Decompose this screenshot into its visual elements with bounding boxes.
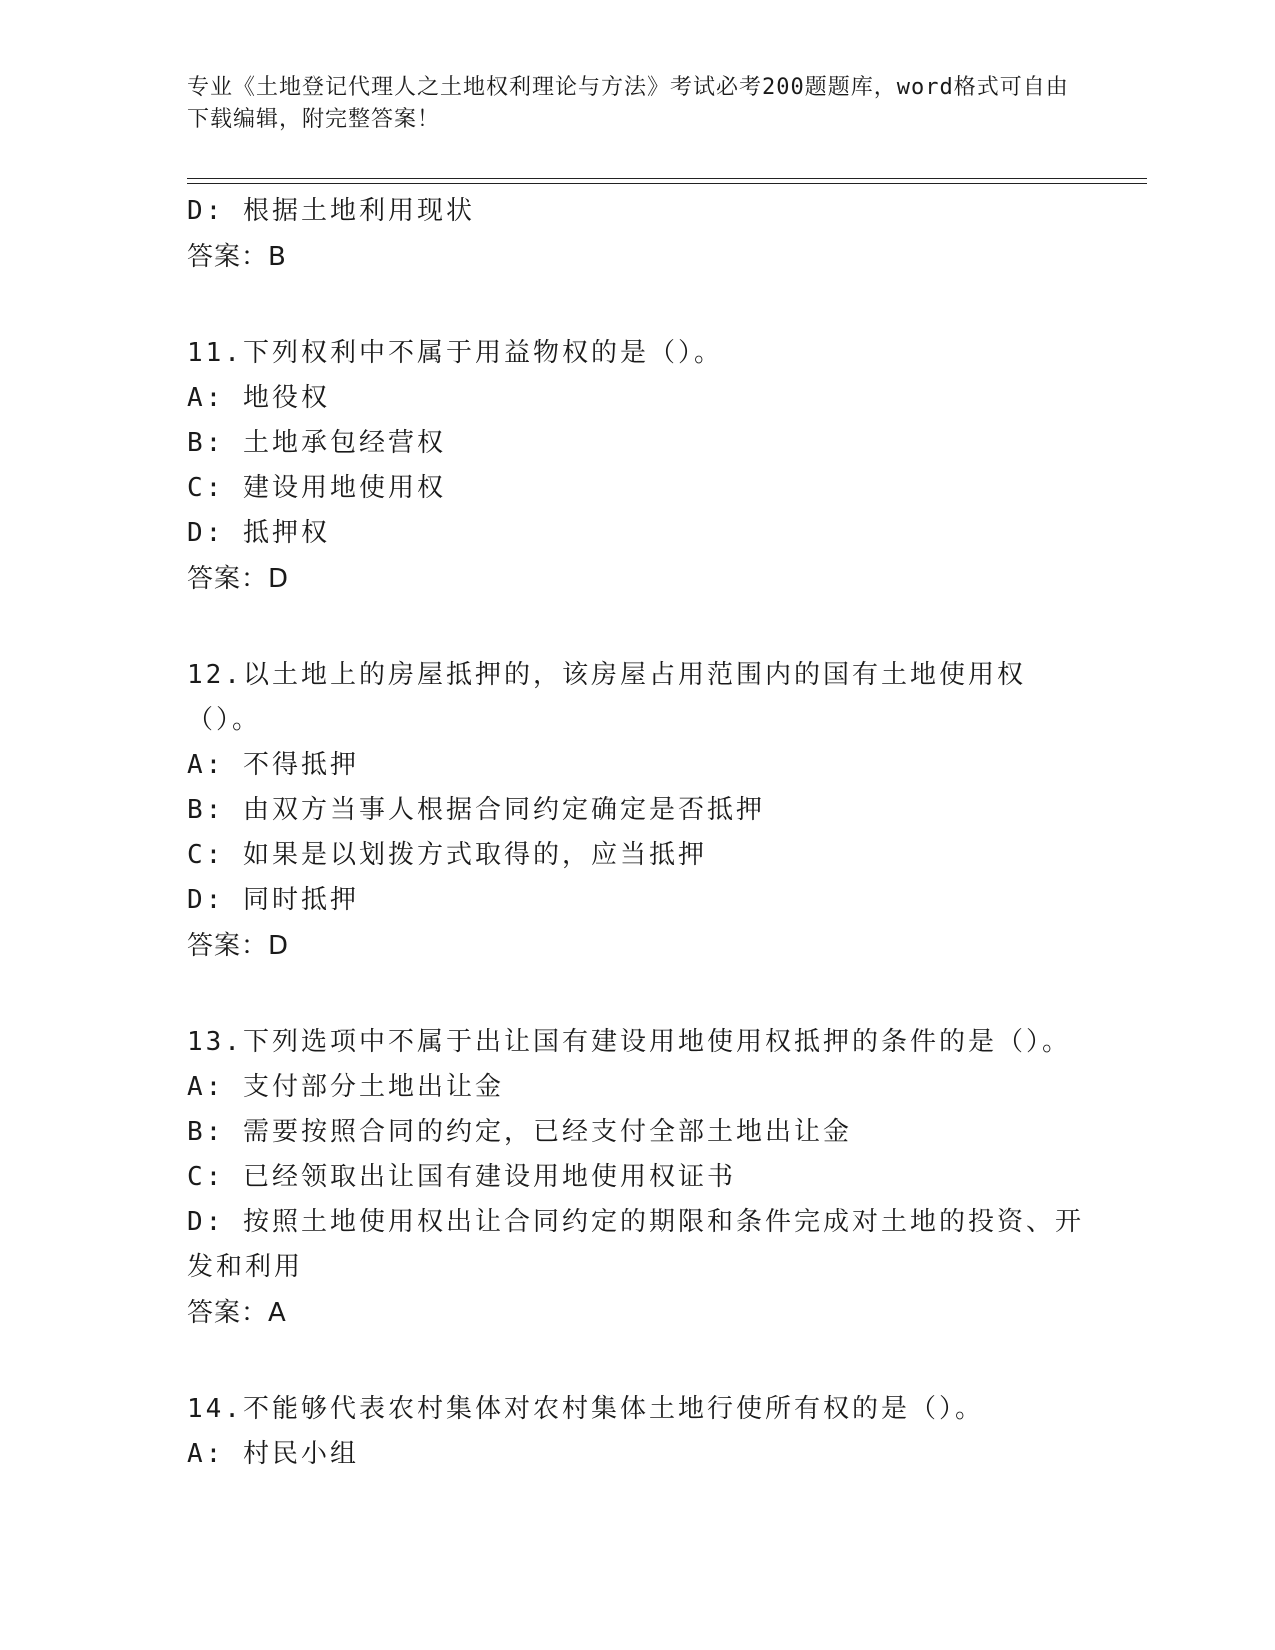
option-c: C: 建设用地使用权: [187, 473, 446, 503]
option-b: B: 土地承包经营权: [187, 428, 446, 458]
question-text: 13.下列选项中不属于出让国有建设用地使用权抵押的条件的是（）。: [187, 1027, 1071, 1057]
option-a: A: 地役权: [187, 383, 330, 413]
option-d: D: 抵押权: [187, 518, 330, 548]
question-block-14: [187, 1387, 1087, 1477]
option-b: B: 由双方当事人根据合同约定确定是否抵押: [187, 795, 765, 825]
question-text: 14.不能够代表农村集体对农村集体土地行使所有权的是（）。: [187, 1394, 984, 1424]
option-d: D: 根据土地利用现状: [187, 196, 475, 226]
question-text: 12.以土地上的房屋抵押的，该房屋占用范围内的国有土地使用权（）。: [187, 660, 1026, 735]
answer-line: 答案：D: [187, 564, 290, 594]
answer-line: 答案：B: [187, 242, 287, 272]
option-a: A: 不得抵押: [187, 750, 359, 780]
option-a: A: 村民小组: [187, 1439, 359, 1469]
document-body: [187, 189, 1087, 1477]
option-c: C: 已经领取出让国有建设用地使用权证书: [187, 1162, 736, 1192]
option-b: B: 需要按照合同的约定，已经支付全部土地出让金: [187, 1117, 852, 1147]
question-text: 11.下列权利中不属于用益物权的是（）。: [187, 338, 723, 368]
option-d: D: 按照土地使用权出让合同约定的期限和条件完成对土地的投资、开发和利用: [187, 1207, 1084, 1282]
answer-line: 答案：A: [187, 1298, 287, 1328]
question-block-13: [187, 1020, 1087, 1337]
header-rule-bottom: [187, 183, 1147, 184]
question-block-10: [187, 189, 1087, 281]
answer-line: 答案：D: [187, 931, 290, 961]
question-block-11: [187, 331, 1087, 603]
document-header: 专业《土地登记代理人之土地权利理论与方法》考试必考200题题库，word格式可自由下载编辑，附完整答案！: [187, 75, 1069, 132]
option-d: D: 同时抵押: [187, 885, 359, 915]
question-block-12: [187, 653, 1087, 970]
option-c: C: 如果是以划拨方式取得的，应当抵押: [187, 840, 707, 870]
option-a: A: 支付部分土地出让金: [187, 1072, 504, 1102]
header-rule-top: [187, 178, 1147, 179]
